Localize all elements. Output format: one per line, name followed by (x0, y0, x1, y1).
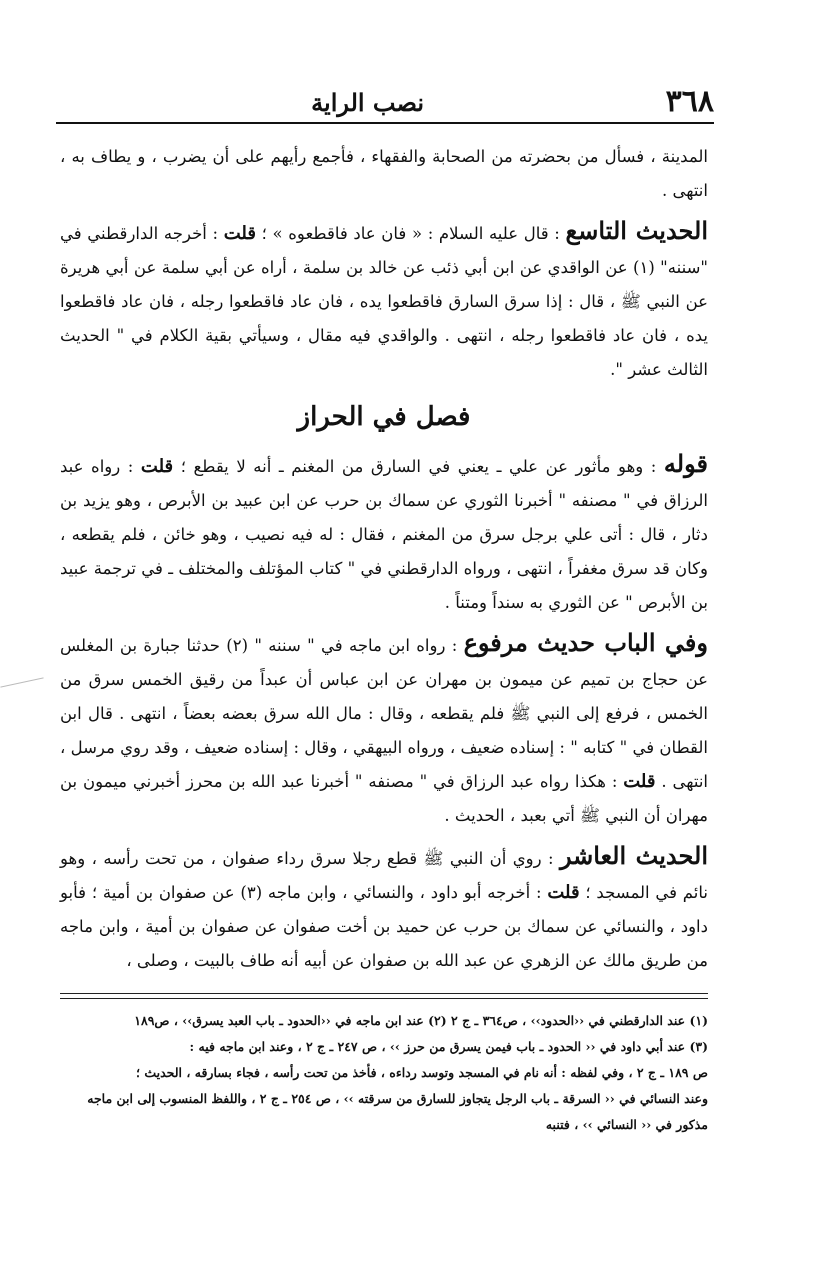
qult-label: قلت (140, 456, 174, 477)
paragraph-lead: الحديث التاسع (565, 216, 709, 245)
page-number: ٣٦٨ (665, 84, 714, 119)
running-title: نصب الراية (311, 88, 424, 117)
paragraph-text: : روي أن النبي ﷺ قطع رجلا سرق رداء صفوان ، من تحت رأسه ، وهو نائم في المسجد ؛ (60, 849, 708, 902)
qult-label: قلت (547, 882, 580, 903)
main-text (60, 140, 708, 984)
paragraph-qawluhu (60, 447, 708, 620)
header-rule (56, 122, 714, 124)
paragraph (60, 140, 708, 208)
footnote-line: وعند النسائي في ‹‹ السرقة ـ باب الرجل يتجاوز للسارق من سرقته ›› ، ص ٢٥٤ ـ ج ٢ ، واللفظ المنسوب إلى ابن ماجه (87, 1091, 708, 1106)
footnote-line: (١) عند الدارقطني في ‹‹الحدود›› ، ص٣٦٤ ـ ج ٢ (٢) عند ابن ماجه في ‹‹الحدود ـ باب العبد يسرق›› ، ص١٨٩ (134, 1013, 708, 1028)
page-header (56, 82, 714, 122)
scan-margin-mark (0, 677, 43, 687)
paragraph-text: : هكذا رواه عبد الرزاق في " مصنفه " أخبرنا عبد الله بن محرز أخبرني ميمون بن مهران أن النبي ﷺ أتي بعبد ، الحديث . (60, 772, 708, 825)
footnote-rule (60, 993, 708, 999)
paragraph-marfu (60, 626, 708, 833)
qult-label: قلت (223, 223, 256, 244)
footnotes (60, 1008, 708, 1138)
paragraph-lead: الحديث العاشر (559, 841, 708, 870)
paragraph-lead: وفي الباب حديث مرفوع (463, 628, 708, 657)
section-title: فصل في الحراز (297, 402, 471, 432)
paragraph-lead: قوله (663, 449, 708, 478)
paragraph-text: : قال عليه السلام : « فان عاد فاقطعوه » ؛ (255, 224, 566, 243)
footnote-line: ص ١٨٩ ـ ج ٢ ، وفي لفظه : أنه نام في المسجد وتوسد رداءه ، فأخذ من تحت رأسه ، فجاء بسارقه ، الحديث ؛ (136, 1065, 708, 1080)
footnote-line: مذكور في ‹‹ النسائي ›› ، فتنبه (545, 1117, 708, 1132)
paragraph-text: : رواه ابن ماجه في " سننه " (٢) حدثنا جبارة بن المغلس عن حجاج بن تميم عن ميمون بن مهران عن ابن عباس أن عبداً من رقيق الخمس سرق من الخمس ، فرفع إلى النبي ﷺ فلم يقطعه ، وقال : مال الله سرق بعضه بعضاً ، انتهى . قال ابن القطان في " كتابه " : إسناده ضعيف ، ورواه البيهقي ، وقال : إسناده ضعيف ، وقد روي مرسل ، انتهى . (60, 636, 708, 791)
paragraph-hadith-9 (60, 214, 708, 387)
footnote-line: (٣) عند أبي داود في ‹‹ الحدود ـ باب فيمن يسرق من حرز ›› ، ص ٢٤٧ ـ ج ٢ ، وعند ابن ماجه فيه : (189, 1039, 708, 1054)
qult-label: قلت (623, 771, 656, 792)
paragraph-hadith-10 (60, 839, 708, 978)
paragraph-text: المدينة ، فسأل من بحضرته من الصحابة والفقهاء ، فأجمع رأيهم على أن يضرب ، و يطاف به ، انتهى . (60, 147, 708, 200)
paragraph-text: : رواه عبد الرزاق في " مصنفه " أخبرنا الثوري عن سماك بن حرب عن ابن عبيد بن الأبرص ، وهو يزيد بن دثار ، قال : أتى علي برجل سرق من المغنم ، فقال : له فيه نصيب ، وهو خائن ، فلم يقطعه ، وكان قد سرق مغفراً ، انتهى ، ورواه الدارقطني في " كتاب المؤتلف والمختلف ـ في ترجمة عبيد بن الأبرص " عن الثوري به سنداً ومتناً . (60, 457, 708, 612)
paragraph-text: : أخرجه أبو داود ، والنسائي ، وابن ماجه (٣) عن صفوان بن أمية ؛ فأبو داود ، والنسائي عن سماك بن حرب عن حميد بن أخت صفوان عن صفوان بن أمية ، وابن ماجه من طريق مالك عن الزهري عن عبد الله بن صفوان عن أبيه أنه طاف بالبيت ، وصلى ، (60, 883, 708, 970)
paragraph-text: : أخرجه الدارقطني في "سننه" (١) عن الواقدي عن ابن أبي ذئب عن خالد بن سلمة ، أراه عن أبي سلمة عن أبي هريرة عن النبي ﷺ ، قال : إذا سرق السارق فاقطعوا يده ، فان عاد فاقطعوا رجله ، فان عاد فاقطعوا يده ، فان عاد فاقطعوا رجله ، انتهى . والواقدي فيه مقال ، وسيأتي بقية الكلام في " الحديث الثالث عشر ". (60, 224, 708, 379)
paragraph-text: : وهو مأثور عن علي ـ يعني في السارق من المغنم ـ أنه لا يقطع ؛ (173, 457, 664, 476)
